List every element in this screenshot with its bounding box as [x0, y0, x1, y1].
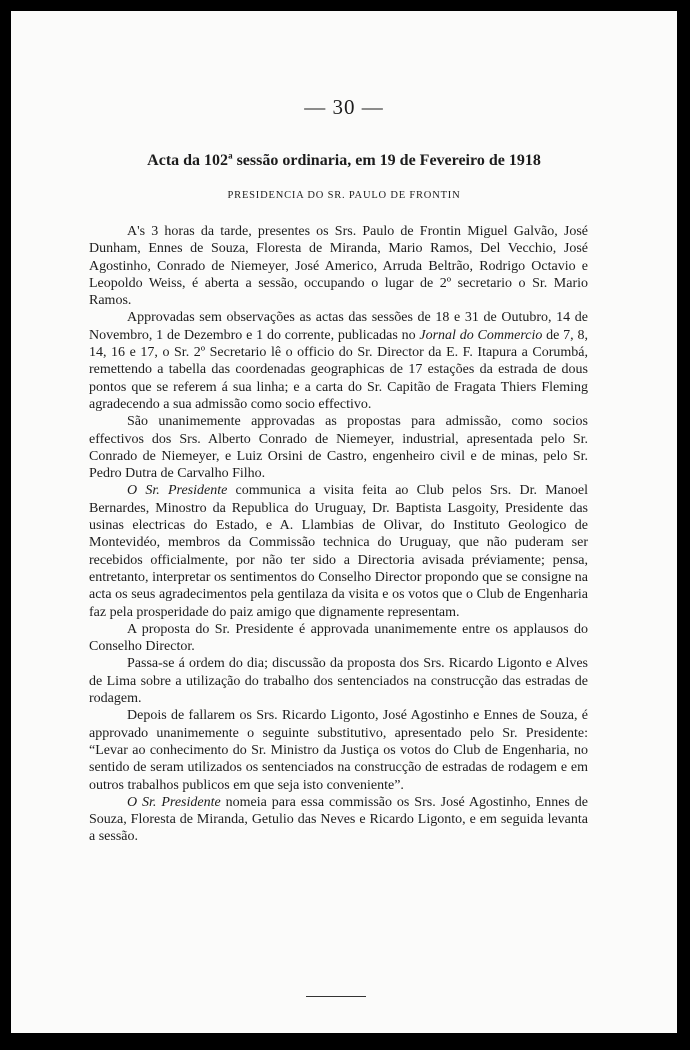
paragraph-order-of-day: Passa-se á ordem do dia; discussão da proposta dos Srs. Ricardo Ligonto e Alves de Lima sobre a utilização do trabalho dos sentenciados na construcção das estradas de rodagem. [89, 656, 588, 707]
president-reference: O Sr. Presidente [127, 483, 228, 499]
president-reference-closing: O Sr. Presidente [127, 794, 221, 810]
paragraph-opening: A's 3 horas da tarde, presentes os Srs. Paulo de Frontin Miguel Galvão, José Dunham, Ennes de Souza, Floresta de Miranda, Mario Ramos, Del Vecchio, José Agostinho, Conrado de Niemeyer, José Americo, Arruda Beltrão, Rodrigo Octavio e Leopoldo Weiss, é aberta a sessão, occupando o lugar de 2º secretario o Sr. Mario Ramos. [89, 224, 588, 309]
newspaper-name: Jornal do Commercio [419, 327, 543, 343]
session-title [11, 152, 677, 170]
title-prefix: Acta da 102 [147, 152, 229, 169]
title-ordinal-suffix: a [228, 150, 233, 161]
paragraph-substitute: Depois de fallarem os Srs. Ricardo Ligonto, José Agostinho e Ennes de Souza, é approvado unanimemente o seguinte substitutivo, apresentado pelo Sr. Presidente: “Levar ao conhecimento do Sr. Ministro da Justiça os votos do Club de Engenharia, no sentido de seram utilizados os sentenciados na construcção de estradas de rodagem e em outros trabalhos publicos em que seja isto conveniente”. [89, 708, 588, 793]
paragraph-visit-text: communica a visita feita ao Club pelos Srs. Dr. Manoel Bernardes, Minostro da Republica do Uruguay, Dr. Baptista Lasgoity, Presidente das usinas electricas do Estado, e A. Llambias de Olivar, do Instituto Geologico de Montevidéo, membros da Commissão technica do Uruguay, que não puderam ser recebidos officialmente, por não ter sido a Directoria avisada préviamente; pensa, entretanto, interpretar os sentimentos do Conselho Director propondo que se consigne na acta os seus agradecimentos pela gentilaza da visita e os votos que o Club de Engenharia faz pela prosperidade do paiz amigo que dignamente representam. [89, 483, 588, 620]
paragraph-closing [89, 794, 588, 846]
presidency-line: PRESIDENCIA DO SR. PAULO DE FRONTIN [227, 190, 461, 201]
paragraph-approvals-text-b: de 7, 8, 14, 16 e 17, o Sr. 2º Secretario lê o officio do Sr. Director da E. F. Itapura a Corumbá, remettendo a tabella das coordenadas geographicas de 17 estações da estrada de dous pontos que se referem á sua linha; e a carta do Sr. Capitão de Fragata Thiers Fleming agradecendo a sua admissão como socio effectivo. [89, 327, 588, 412]
title-rest: sessão ordinaria, em 19 de Fevereiro de 1918 [232, 152, 541, 169]
paragraph-visit [89, 482, 588, 620]
minutes-body [89, 223, 588, 846]
paragraph-closing-text: nomeia para essa commissão os Srs. José Agostinho, Ennes de Souza, Floresta de Miranda, Getulio das Neves e Ricardo Ligonto, e em seguida levanta a sessão. [89, 794, 588, 845]
page-number: — 30 — [304, 95, 384, 119]
paragraph-approvals [89, 309, 588, 413]
document-page [11, 11, 677, 1033]
paragraph-admissions: São unanimemente approvadas as propostas para admissão, como socios effectivos dos Srs. Alberto Conrado de Niemeyer, industrial, apresentada pelo Sr. Conrado de Niemeyer, e Luiz Orsini de Castro, engenheiro civil e de minas, pelo Sr. Pedro Dutra de Carvalho Filho. [89, 414, 588, 482]
closing-rule [306, 996, 366, 997]
paragraph-proposal-approved: A proposta do Sr. Presidente é approvada unanimemente entre os applausos do Conselho Director. [89, 621, 588, 655]
paragraph-approvals-text-a: Approvadas sem observações as actas das sessões de 18 e 31 de Outubro, 14 de Novembro, 1 de Dezembro e 1 do corrente, publicadas no [89, 310, 588, 343]
